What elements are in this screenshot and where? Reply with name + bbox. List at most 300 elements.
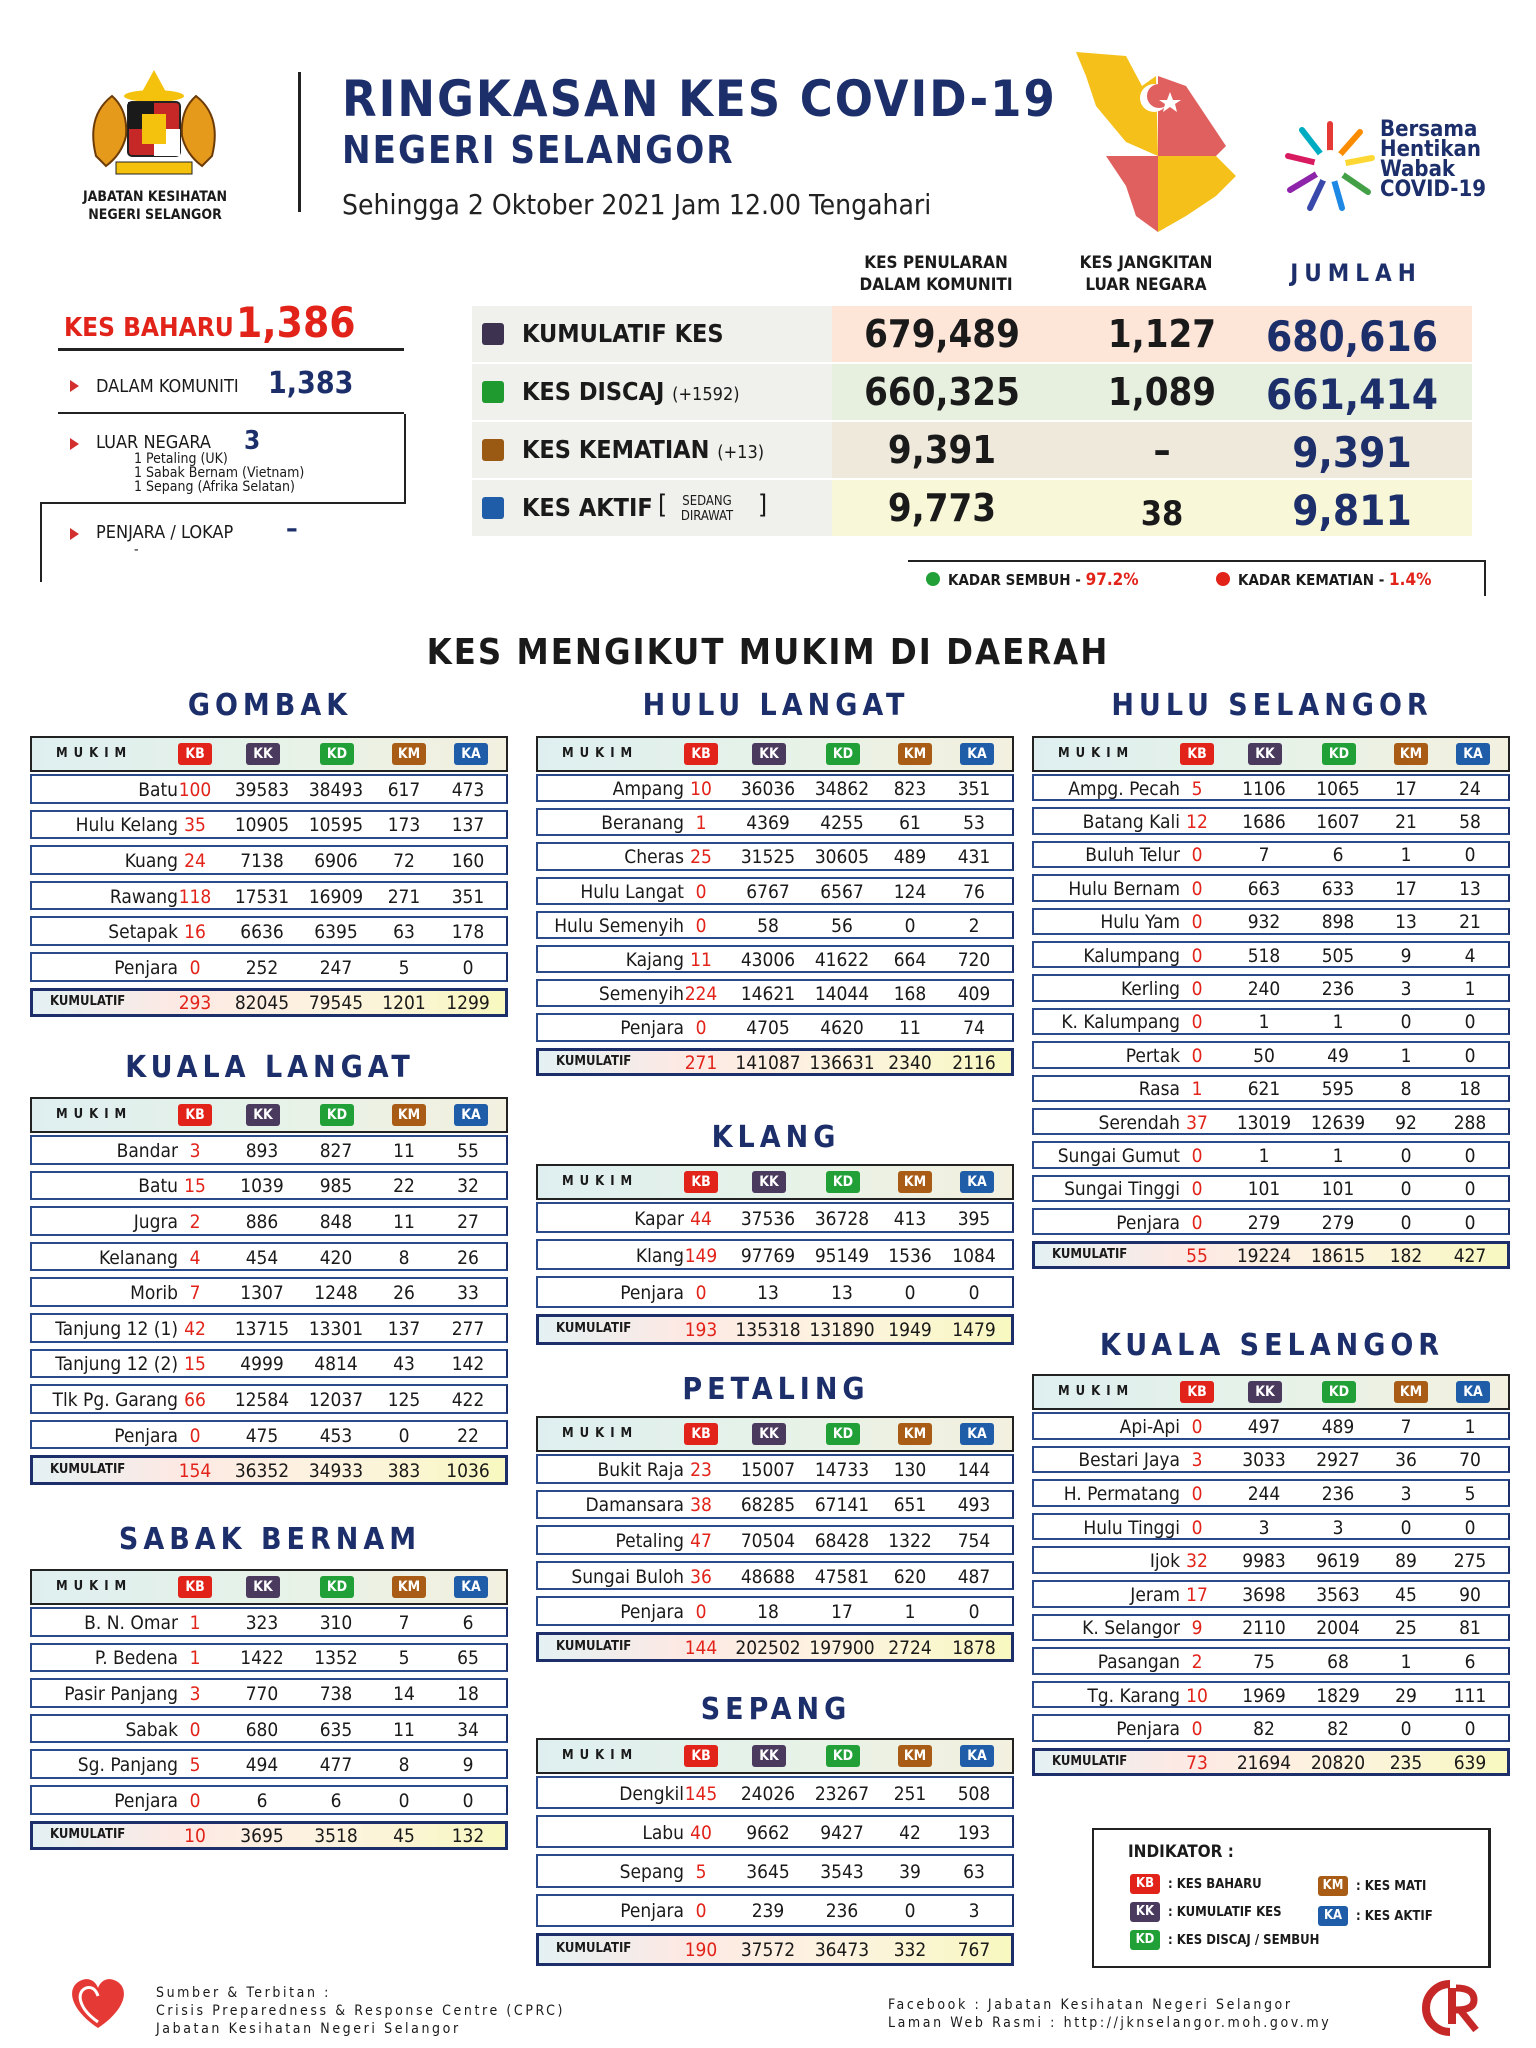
cprc-logo	[1414, 1978, 1484, 2042]
kd-value: 4620	[820, 1017, 864, 1040]
km-value: 130	[893, 1458, 927, 1481]
table-row	[30, 879, 508, 915]
campaign-text	[1380, 117, 1487, 202]
kd-value: 236	[1321, 1482, 1355, 1505]
kd-value: 41622	[814, 949, 870, 972]
mukim-name: Penjara	[620, 1281, 684, 1304]
km-value: 89	[1395, 1550, 1417, 1573]
kb-legend: : KES BAHARU	[1168, 1877, 1262, 1892]
ka-value: 1299	[446, 992, 490, 1015]
table-row	[536, 1892, 1014, 1931]
kk-value: 4705	[746, 1017, 790, 1040]
km-value: 21	[1395, 811, 1417, 834]
square-icon	[482, 497, 504, 519]
mukim-name: Hulu Tinggi	[1083, 1516, 1180, 1539]
kk-value: 3	[1258, 1516, 1270, 1539]
ka-value: 5	[1464, 1482, 1476, 1505]
ka-value: 1878	[952, 1636, 996, 1659]
kd-value: 14044	[814, 983, 870, 1006]
kb-value: 0	[1191, 877, 1203, 900]
kd-value: 4814	[314, 1353, 358, 1376]
footer-website[interactable]: Laman Web Rasmi : http://jknselangor.moh.gov.my	[888, 2015, 1332, 2031]
district-table	[536, 1738, 1014, 1970]
kd-value: 848	[319, 1210, 353, 1233]
table-row	[1032, 939, 1510, 972]
community-value: 9,773	[887, 486, 997, 530]
kk-value: 13019	[1236, 1111, 1292, 1134]
kb-value: 11	[690, 949, 712, 972]
kb-value: 5	[1191, 777, 1203, 800]
mukim-name: Api-Api	[1119, 1415, 1180, 1438]
square-icon	[482, 381, 504, 403]
kb-value: 3	[1191, 1449, 1203, 1472]
ka-value: 32	[457, 1175, 479, 1198]
ka-value: 144	[957, 1458, 991, 1481]
ka-value: 720	[957, 949, 991, 972]
kd-value: 2927	[1316, 1449, 1360, 1472]
mukim-name: Dengkil	[619, 1782, 684, 1805]
table-row	[536, 772, 1014, 806]
ka-value: 26	[457, 1246, 479, 1269]
community-value: 9,391	[887, 428, 997, 472]
km-value: 11	[393, 1210, 415, 1233]
kd-value: 68	[1327, 1650, 1349, 1673]
kk-value: 14621	[740, 983, 796, 1006]
table-row	[536, 1852, 1014, 1891]
kk-value: 932	[1247, 911, 1281, 934]
kk-value: 252	[245, 956, 279, 979]
mukim-name: Hulu Semenyih	[554, 914, 684, 937]
district-table	[536, 1416, 1014, 1666]
kd-value: 56	[831, 914, 853, 937]
kb-value: 0	[189, 1718, 201, 1741]
mukim-header: MUKIM	[562, 746, 639, 761]
ka-value: 473	[451, 778, 485, 801]
kd-value: 505	[1321, 944, 1355, 967]
kb-value: 25	[690, 846, 712, 869]
ka-value: 409	[957, 983, 991, 1006]
ka-value: 18	[457, 1682, 479, 1705]
kd-value: 1829	[1316, 1684, 1360, 1707]
km-value: 2340	[888, 1051, 932, 1074]
table-row	[1032, 1544, 1510, 1578]
ka-badge: KA	[1318, 1906, 1348, 1926]
kb-value: 0	[695, 880, 707, 903]
kk-value: 240	[1247, 978, 1281, 1001]
mukim-name: Ampang	[612, 778, 684, 801]
mukim-name: Batu	[138, 1175, 178, 1198]
kd-value: 2004	[1316, 1617, 1360, 1640]
mukim-name: Penjara	[114, 1789, 178, 1812]
ka-value: 422	[451, 1388, 485, 1411]
km-value: 332	[893, 1939, 927, 1962]
kb-badge: KB	[1130, 1874, 1160, 1894]
ka-header: KA	[1456, 743, 1490, 765]
campaign-line-3: Wabak	[1380, 157, 1456, 182]
kd-value: 36728	[814, 1207, 870, 1230]
km-header: KM	[898, 1745, 932, 1767]
mukim-name: KUMULATIF	[50, 1827, 126, 1843]
footer-facebook[interactable]: Facebook : Jabatan Kesihatan Negeri Selangor	[888, 1997, 1293, 2013]
kk-value: 1686	[1242, 811, 1286, 834]
mukim-name: Penjara	[1116, 1718, 1180, 1741]
footer-line: Crisis Preparedness & Response Centre (CPRC)	[156, 2003, 566, 2019]
kb-header: KB	[684, 1171, 718, 1193]
kd-value: 47581	[814, 1565, 870, 1588]
kb-value: 100	[178, 778, 212, 801]
table-row	[536, 1452, 1014, 1488]
km-value: 125	[387, 1388, 421, 1411]
total-value: 9,811	[1292, 486, 1412, 535]
kk-value: 21694	[1236, 1751, 1292, 1774]
ka-value: 193	[957, 1821, 991, 1844]
km-value: 489	[893, 846, 927, 869]
ka-value: 1479	[952, 1319, 996, 1342]
table-row	[30, 914, 508, 950]
kk-header: KK	[1248, 743, 1282, 765]
mukim-name: KUMULATIF	[556, 1638, 632, 1654]
km-header: KM	[898, 743, 932, 765]
table-row	[30, 1347, 508, 1383]
km-value: 1949	[888, 1319, 932, 1342]
ka-value: 427	[1453, 1245, 1487, 1268]
district-title: KLANG	[711, 1120, 841, 1155]
ka-value: 1036	[446, 1460, 490, 1483]
kd-value: 23267	[814, 1782, 870, 1805]
mukim-name: KUMULATIF	[1052, 1247, 1128, 1263]
kb-value: 4	[189, 1246, 201, 1269]
kd-value: 279	[1321, 1211, 1355, 1234]
kb-value: 0	[1191, 1011, 1203, 1034]
kk-value: 141087	[735, 1051, 801, 1074]
table-header	[536, 736, 1014, 772]
row-extra: (+1592)	[672, 384, 740, 405]
kk-value: 1106	[1242, 777, 1286, 800]
km-value: 182	[1389, 1245, 1423, 1268]
mukim-name: Tanjung 12 (1)	[55, 1317, 178, 1340]
kk-badge: KK	[1130, 1902, 1160, 1922]
district-table	[1032, 1374, 1510, 1780]
mukim-header: MUKIM	[56, 1107, 133, 1122]
bullet-icon	[70, 380, 79, 392]
kb-value: 0	[1191, 1516, 1203, 1539]
col-header-total: JUMLAH	[1290, 259, 1422, 287]
kd-value: 68428	[814, 1529, 870, 1552]
km-value: 383	[387, 1460, 421, 1483]
campaign-line-1: Bersama	[1380, 117, 1478, 142]
table-header	[536, 1416, 1014, 1452]
mukim-name: Petaling	[615, 1529, 684, 1552]
kb-value: 36	[690, 1565, 712, 1588]
kb-value: 271	[684, 1051, 718, 1074]
district-table	[536, 1164, 1014, 1349]
kb-value: 3	[189, 1682, 201, 1705]
kk-value: 663	[1247, 877, 1281, 900]
death-label: KADAR KEMATIAN -	[1238, 571, 1385, 589]
mukim-name: Morib	[130, 1282, 178, 1305]
mukim-name: KUMULATIF	[50, 1462, 126, 1478]
mukim-name: Hulu Kelang	[75, 814, 178, 837]
mukim-name: Bestari Jaya	[1078, 1449, 1180, 1472]
mukim-name: Bukit Raja	[597, 1458, 684, 1481]
kk-header: KK	[752, 1423, 786, 1445]
kd-value: 6395	[314, 921, 358, 944]
active-bracket: [	[658, 490, 668, 520]
km-value: 124	[893, 880, 927, 903]
km-value: 0	[398, 1424, 410, 1447]
kb-value: 2	[1191, 1650, 1203, 1673]
kk-value: 4999	[240, 1353, 284, 1376]
ka-value: 1	[1464, 1415, 1476, 1438]
table-row	[30, 1783, 508, 1819]
kk-value: 886	[245, 1210, 279, 1233]
km-value: 1322	[888, 1529, 932, 1552]
kd-value: 49	[1327, 1044, 1349, 1067]
km-value: 36	[1395, 1449, 1417, 1472]
kb-value: 44	[690, 1207, 712, 1230]
ministry-logo	[62, 1972, 134, 2032]
km-value: 0	[1400, 1211, 1412, 1234]
imported-detail: 1 Sabak Bernam (Vietnam)	[134, 465, 305, 481]
active-note: SEDANG DIRAWAT	[680, 494, 734, 524]
kd-value: 17	[831, 1601, 853, 1624]
table-header	[30, 1097, 508, 1133]
km-value: 1	[904, 1601, 916, 1624]
table-row	[1032, 1139, 1510, 1172]
ka-value: 24	[1459, 777, 1481, 800]
kk-value: 43006	[740, 949, 796, 972]
ka-value: 493	[957, 1494, 991, 1517]
ka-header: KA	[1456, 1381, 1490, 1403]
kk-value: 621	[1247, 1078, 1281, 1101]
ka-value: 27	[457, 1210, 479, 1233]
ka-value: 351	[451, 885, 485, 908]
table-row	[30, 950, 508, 986]
table-row	[1032, 805, 1510, 838]
kk-value: 279	[1247, 1211, 1281, 1234]
row-label-text: KES DISCAJ	[522, 377, 665, 406]
kk-value: 24026	[740, 1782, 796, 1805]
km-value: 1	[1400, 844, 1412, 867]
kd-value: 1	[1332, 1011, 1344, 1034]
km-value: 413	[893, 1207, 927, 1230]
cumulative-row	[536, 1630, 1014, 1666]
rates-line-v	[1484, 560, 1486, 596]
kk-value: 13	[757, 1281, 779, 1304]
kd-value: 16909	[308, 885, 364, 908]
ka-value: 639	[1453, 1751, 1487, 1774]
kk-value: 239	[751, 1900, 785, 1923]
section-title: KES MENGIKUT MUKIM DI DAERAH	[426, 632, 1110, 673]
indicator-legend	[1092, 1828, 1491, 1968]
kd-value: 95149	[814, 1244, 870, 1267]
table-row	[1032, 839, 1510, 872]
mukim-name: Klang	[635, 1244, 684, 1267]
table-row	[1032, 906, 1510, 939]
ka-value: 508	[957, 1782, 991, 1805]
kk-value: 48688	[740, 1565, 796, 1588]
cumulative-row	[30, 986, 508, 1022]
recovery-label: KADAR SEMBUH -	[948, 571, 1081, 589]
km-value: 22	[393, 1175, 415, 1198]
kd-value: 477	[319, 1754, 353, 1777]
kb-value: 0	[695, 1017, 707, 1040]
kb-value: 1	[189, 1611, 201, 1634]
ka-value: 275	[1453, 1550, 1487, 1573]
table-row	[536, 1488, 1014, 1524]
ka-value: 9	[462, 1754, 474, 1777]
mukim-name: Kapar	[634, 1207, 684, 1230]
table-row	[1032, 1173, 1510, 1206]
ka-value: 53	[963, 812, 985, 835]
mukim-name: Kajang	[625, 949, 684, 972]
km-value: 9	[1400, 944, 1412, 967]
table-row	[1032, 1206, 1510, 1239]
kb-header: KB	[684, 743, 718, 765]
ka-value: 0	[462, 1789, 474, 1812]
ka-value: 160	[451, 849, 485, 872]
community-value: 679,489	[864, 312, 1020, 356]
km-value: 5	[398, 956, 410, 979]
kb-value: 0	[1191, 944, 1203, 967]
mukim-name: KUMULATIF	[556, 1941, 632, 1957]
kd-value: 131890	[809, 1319, 875, 1342]
kb-value: 35	[184, 814, 206, 837]
row-label	[522, 435, 764, 464]
mukim-name: Tanjung 12 (2)	[55, 1353, 178, 1376]
mukim-name: Beranang	[601, 812, 684, 835]
ka-value: 90	[1459, 1583, 1481, 1606]
ka-value: 55	[457, 1139, 479, 1162]
table-row	[30, 772, 508, 808]
ka-value: 74	[963, 1017, 985, 1040]
kk-header: KK	[752, 1171, 786, 1193]
kb-value: 144	[684, 1636, 718, 1659]
table-row	[536, 1559, 1014, 1595]
ka-value: 3	[968, 1900, 980, 1923]
kb-value: 0	[189, 956, 201, 979]
imported-value: 1,127	[1107, 312, 1217, 356]
imported-value: 3	[244, 426, 261, 456]
km-value: 2724	[888, 1636, 932, 1659]
mukim-name: P. Bedena	[94, 1647, 178, 1670]
death-dot-icon	[1216, 572, 1230, 586]
km-value: 0	[398, 1789, 410, 1812]
km-value: 0	[904, 1900, 916, 1923]
km-value: 173	[387, 814, 421, 837]
km-value: 0	[904, 1281, 916, 1304]
kd-value: 79545	[308, 992, 364, 1015]
km-value: 26	[393, 1282, 415, 1305]
kk-value: 17531	[234, 885, 290, 908]
ka-value: 21	[1459, 911, 1481, 934]
kb-header: KB	[178, 1104, 212, 1126]
kk-value: 18	[757, 1601, 779, 1624]
km-value: 14	[393, 1682, 415, 1705]
kk-value: 1	[1258, 1144, 1270, 1167]
kk-value: 58	[757, 914, 779, 937]
kb-value: 15	[184, 1353, 206, 1376]
kd-value: 4255	[820, 812, 864, 835]
table-row	[30, 1382, 508, 1418]
mukim-name: Batang Kali	[1082, 811, 1180, 834]
table-row	[536, 1011, 1014, 1045]
cumulative-row	[536, 1046, 1014, 1080]
table-row	[30, 1169, 508, 1205]
ka-value: 65	[457, 1647, 479, 1670]
kk-value: 37536	[740, 1207, 796, 1230]
kd-value: 13301	[308, 1317, 364, 1340]
kk-value: 202502	[735, 1636, 801, 1659]
kd-value: 36473	[814, 1939, 870, 1962]
imported-value: 38	[1140, 494, 1184, 534]
ka-value: 0	[1464, 1178, 1476, 1201]
km-header: KM	[1394, 1381, 1428, 1403]
km-value: 11	[393, 1718, 415, 1741]
km-header: KM	[1394, 743, 1428, 765]
kb-value: 42	[184, 1317, 206, 1340]
mukim-name: Ampg. Pecah	[1068, 777, 1180, 800]
kk-value: 101	[1247, 1178, 1281, 1201]
table-row	[536, 806, 1014, 840]
kb-value: 17	[1186, 1583, 1208, 1606]
header-divider	[298, 72, 301, 212]
kk-value: 1039	[240, 1175, 284, 1198]
kd-value: 738	[319, 1682, 353, 1705]
ka-header: KA	[454, 743, 488, 765]
kb-value: 0	[695, 1601, 707, 1624]
ka-value: 33	[457, 1282, 479, 1305]
km-value: 0	[1400, 1178, 1412, 1201]
mukim-header: MUKIM	[562, 1174, 639, 1189]
table-row	[536, 1200, 1014, 1237]
mukim-name: KUMULATIF	[556, 1321, 632, 1337]
ka-value: 754	[957, 1529, 991, 1552]
mukim-name: Semenyih	[598, 983, 684, 1006]
kk-header: KK	[752, 743, 786, 765]
table-row	[1032, 1477, 1510, 1511]
table-row	[536, 1523, 1014, 1559]
ka-value: 58	[1459, 811, 1481, 834]
km-header: KM	[392, 743, 426, 765]
mukim-name: Batu	[138, 778, 178, 801]
mukim-name: Penjara	[114, 956, 178, 979]
table-header	[30, 736, 508, 772]
km-value: 651	[893, 1494, 927, 1517]
ka-value: 76	[963, 880, 985, 903]
ka-value: 2116	[952, 1051, 996, 1074]
district-title: PETALING	[682, 1372, 870, 1407]
ka-value: 1	[1464, 978, 1476, 1001]
mukim-name: Penjara	[1116, 1211, 1180, 1234]
km-value: 29	[1395, 1684, 1417, 1707]
kd-value: 985	[319, 1175, 353, 1198]
ka-header: KA	[960, 1423, 994, 1445]
table-row	[30, 1747, 508, 1783]
km-value: 1	[1400, 1044, 1412, 1067]
mukim-name: Hulu Yam	[1100, 911, 1180, 934]
kd-value: 898	[1321, 911, 1355, 934]
km-value: 620	[893, 1565, 927, 1588]
kk-value: 518	[1247, 944, 1281, 967]
ka-value: 63	[963, 1860, 985, 1883]
kb-value: 10	[1186, 1684, 1208, 1707]
kb-value: 193	[684, 1319, 718, 1342]
mukim-name: Sepang	[619, 1860, 684, 1883]
kk-value: 97769	[740, 1244, 796, 1267]
imported-details	[134, 452, 304, 494]
ka-header: KA	[960, 1745, 994, 1767]
